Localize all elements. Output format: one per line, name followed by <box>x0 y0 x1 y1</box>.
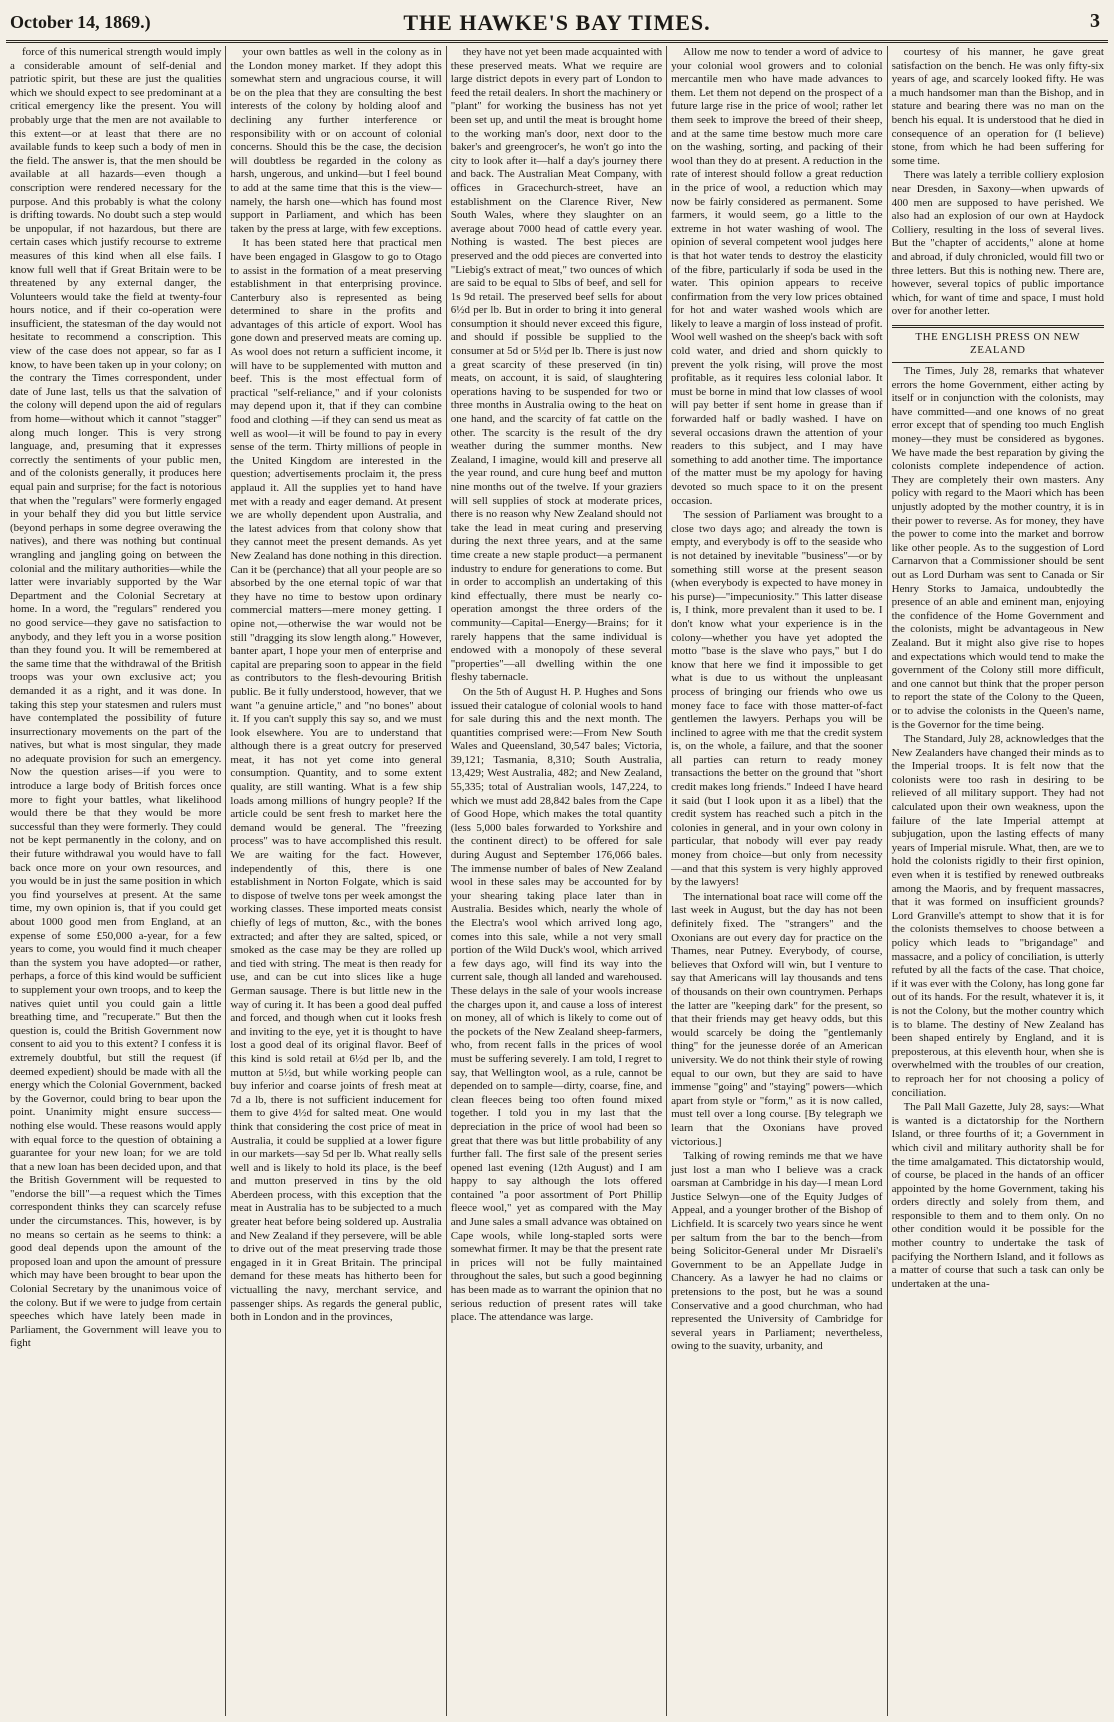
heading-rule <box>892 362 1104 363</box>
issue-date: October 14, 1869.) <box>10 12 151 32</box>
paragraph: Allow me now to tender a word of advice to your colonial wool growers and to colonial mercantile men who have made advances to them. Let them not depend on the prospect of a future large rise in the price of wool; rather let them seek to improve the breed of their sheep, and at the same time bestow much more care on the washing, sorting, and packing of their wool than they do at present. A reduction in the rate of interest should follow a great reduction in the price of wool, a reduction which may now be fairly considered as permanent. Some farmers, it would seem, go a little to the extreme in hot water washing of wool. The opinion of several competent wool judges here is that hot water tends to destroy the elasticity of the fibre, particularly if soda be used in the water. This opinion appears to receive confirmation from the very low prices obtained for hot and water washed wools which are likely to leave a margin of loss instead of profit. Wool well washed on the sheep's back with soft cold water, and dried and shorn quickly to prevent the yolk rising, will prove the most profitable, as it requires less colonial labor. It must be borne in mind that low classes of wool will pay better if sent home in grease than if forwarded half or badly washed. I have on several occasions drawn the attention of your readers to this subject, and I may have something to add another time. The importance of the matter must be my apology for having devoted so much space to it on the present occasion. <box>671 46 883 507</box>
paragraph: Talking of rowing reminds me that we have just lost a man who I believe was a crack oarsman at Cambridge in his day—I mean Lord Justice Selwyn—one of the Equity Judges of Appeal, and a younger brother of the Bishop of Lichfield. It is scarcely two years since he went per saltum from the bar to the bench—from being Solicitor-General under Mr Disraeli's Government to be an Appellate Judge in Chancery. As a lawyer he had no claims or pretensions to the post, but he was a sound Conservative and a good churchman, who had represented the University of Cambridge for several years in Parliament; nevertheless, owing to the suavity, urbanity, and <box>671 1150 883 1353</box>
paragraph: The Times, July 28, remarks that whatever errors the home Government, either acting by itself or in conjunction with the colonists, may have committed—and one knows of no great error except that of spending too much English money—they must be considered as bygones. We have made the best reparation by giving the colonists complete independence of action. They are completely their own masters. Any policy with regard to the Maori which has been unjustly adopted by the mother country, it is in their power to reverse. As for money, they have the power to come into the market and borrow like other people. As to the suggestion of Lord Carnarvon that a Commissioner should be sent out as Lord Durham was sent to Canada or Sir Henry Storks to Jamaica, undoubtedly the presence of an able and eminent man, enjoying the confidence of the Home Government and the colonists, might be advantageous in New Zealand. But it might also give rise to hopes and expectations which would tend to make the government of the Colony still more difficult, and one cannot but think that the proper person to report the state of the Colony to the Queen, or to advise the colonists in the Queen's name, is the Governor for the time being. <box>891 365 1104 731</box>
page-number: 3 <box>1090 10 1100 32</box>
paragraph: your own battles as well in the colony as in the London money market. If they adopt this somewhat stern and ungracious course, it will be on the plea that they are consulting the best interests of the colony by holding aloof and declining any further interference or responsibility with or on account of colonial concerns. Should this be the case, the decision will doubtless be regarded in the colony as harsh, ungerous, and unkind—but I feel bound to add at the same time that this is the view—namely, the harsh one—which has found most support in Parliament, and which has been taken by the press at large, with few exceptions. <box>230 46 442 235</box>
paragraph: courtesy of his manner, he gave great satisfaction on the bench. He was only fifty-six years of age, and scarcely looked fifty. He was a much handsomer man than the Bishop, and in stature and bearing there was no man on the bench his equal. It is understood that he died in consequence of an operation for (I believe) stone, from which he had been suffering for some time. <box>891 46 1104 167</box>
paragraph: they have not yet been made acquainted with these preserved meats. What we require are large district depots in every part of London to feed the retail dealers. In short the machinery or "plant" for working the business has not yet been set up, and until the meat is brought home to the working man's door, next door to the baker's and greengrocer's, he won't go into the city to look after it—half a day's journey there and back. The Australian Meat Company, with offices in Gracechurch-street, have an establishment on the Clarence River, New South Wales, where they slaughter on an average about 7000 head of cattle every year. Nothing is wasted. The best pieces are preserved and the odd pieces are converted into "Liebig's extract of meat," two ounces of which are said to be equal to 5lbs of beef, and sell for 1s 9d retail. The preserved beef sells for about 6½d per lb. But in order to bring it into general consumption it should never exceed this figure, and should if possible be supplied to the consumer at 5d or 5½d per lb. There is just now a great scarcity of these preserved (in tin) meats, on account, it is said, of slaughtering operations having to be suspended for two or three months in Australia owing to the heat on one hand, and the scarcity of fat cattle on the other. The scarcity is the result of the dry weather during the summer months. New Zealand, I imagine, would kill and preserve all the year round, and cure hung beef and mutton nine months out of the twelve. If your graziers will sell supplies of stock at moderate prices, there is no reason why New Zealand should not take the lead in meat curing and preserving during the next three years, and at the same time create a new staple product—a permanent industry to endure for generations to come. But in order to accomplish an undertaking of this kind effectually, there must be nearly co-operation amongst the three orders of the community—Capital—Energy—Brains; for it rarely happens that the same individual is endowed with a monopoly of these several "properties"—all dwelling within the one fleshy tabernacle. <box>450 46 663 684</box>
column-5 <box>888 46 1108 1716</box>
paragraph: The Standard, July 28, acknowledges that the New Zealanders have changed their minds as to the Imperial troops. It is felt now that the colonists were too rash in desiring to be relieved of all military support. They had not calculated upon their own weakness, upon the failure of the late Imperial attempt at subjugation, upon the lasting effects of many years of Imperial misrule. What, then, are we to hold the colonists rigidly to their first opinion, even when it is testified by renewed outbreaks among the Maoris, and by frequent massacres, that it was formed on insufficient grounds? Lord Granville's attempt to show that it is for the colonists themselves to choose between a policy which leads to "brigandage" and massacre, and a policy of conciliation, is utterly refuted by all the facts of the case. That choice, if it was ever with the Colony, has long gone far out of its hands. For the result, whatever it is, it is not the Colony, but the mother country which is to blame. The destiny of New Zealand has been shaped entirely by England, and it is preposterous, at this eleventh hour, when she is overwhelmed with the troubles of our creation, to reproach her for not choosing a policy of conciliation. <box>891 733 1104 1099</box>
paragraph: The Pall Mall Gazette, July 28, says:—What is wanted is a dictatorship for the Northern Island, or three fourths of it; a Government in which civil and military authority shall be for the time amalgamated. This dictatorship would, of course, be placed in the hands of an officer appointed by the home Government, taking his orders directly and solely from them, and responsible to them and to them only. On no other condition would it be possible for the mother country to undertake the task of pacifying the Northern Island, and it follows as a matter of course that such a task can only be undertaken at the una- <box>891 1101 1104 1290</box>
paragraph: It has been stated here that practical men have been engaged in Glasgow to go to Otago to assist in the formation of a meat preserving establishment in that enterprising province. Canterbury also is represented as being determined to share in the profits and advantages of this article of export. Wool has gone down and preserved meats are coming up. As wool does not return a sufficient income, it will have to be supplemented with mutton and beef. This is the most effectual form of practical "self-reliance," and if your colonists may depend upon it, that if they can combine food and clothing —if they can send us meat as well as wool—it will be found to pay in every sense of the term. Thirty millions of people in the United Kingdom are interested in the question; advertisements proclaim it, the press applaud it. All the supplies yet to hand have met with a ready and eager demand. At present we are wholly dependent upon Australia, and the latest advices from that colony show that they cannot meet the present demands. As yet New Zealand has done nothing in this direction. Can it be (perchance) that all your people are so absorbed by the one eternal topic of war that they have no time to bestow upon ordinary commercial matters—mere money getting. I opine not,—otherwise the war would not be still "dragging its slow length along." However, banter apart, I hope your men of enterprise and capital are preparing soon to appear in the field as contributors to the flesh-devouring British public. Be it fully understood, however, that we want "a genuine article," and "no bones" about it. If you can't supply this say so, and we must look elsewhere. You are to understand that although there is a great outcry for preserved meat, it has not yet come into general consumption. Quantity, and to some extent quality, are still wanting. What is a few ship loads among millions of hungry people? If the article could be sent fresh to market here the demand would be general. The "freezing process" was to have accomplished this result. We are waiting for the fact. However, independently of this, there is one establishment in Norton Folgate, which is said to dispose of twelve tons per week amongst the working classes. These imported meats consist chiefly of legs of mutton, &c., with the bones extracted; and after they are salted, spiced, or smoked as the case may be they are rolled up and tied with string. The meat is then ready for use, and can be cut into slices like a huge German sausage. There is but little new in the way of curing it. It has been a good deal puffed and forced, and though when cut it looks fresh and inviting to the eye, yet it is thought to have lost a good deal of its original flavor. Beef of this kind is sold retail at 6½d per lb, and the mutton at 5½d, but while working people can buy inferior and coarse joints of fresh meat at 7d a lb, there is not sufficient inducement for them to give 4½d for salted meat. One would think that considering the cost price of meat in Australia, it could be supplied at a lower figure in our markets—say 5d per lb. What really sells well and is likely to hold its place, is the beef and mutton preserved in tins by the old Aberdeen process, with this exception that the meat in Australia has to be subjected to a much greater heat before being soldered up. Australia and New Zealand if they persevere, will be able to drive out of the meat preserving trade those engaged in it in Great Britain. The principal demand for these meats has hitherto been for victualling the navy, merchant service, and passenger ships. As regards the general public, both in London and in the provinces, <box>230 237 442 1324</box>
paragraph: There was lately a terrible colliery explosion near Dresden, in Saxony—when upwards of 400 men are supposed to have perished. We also had an explosion of our own at Haydock Colliery, resulting in the loss of several lives. But the "chapter of accidents," alone at home and abroad, if duly chronicled, would fill two or three letters. But this is nothing new. There are, however, several topics of public importance which, for want of time and space, I must hold over for another letter. <box>891 169 1104 318</box>
newspaper-title: THE HAWKE'S BAY TIMES. <box>403 10 711 35</box>
column-4 <box>667 46 887 1716</box>
paragraph: force of this numerical strength would imply a considerable amount of self-denial and patriotic spirit, but these are just the qualities which we should expect to see predominant at a critical emergency like the present. You will probably urge that the men are not available to this extent—or at least that there are no available funds to keep such a body of men in the field. The answer is, that the men should be available at all hazards—even though a conscription were rendered necessary for the purpose. And this probably is what the colony is drifting towards. No doubt such a step would be unpopular, if not hazardous, but there are certain cases which justify recourse to extreme measures of this kind when all else fails. I know full well that if Great Britain were to be threatened by any external danger, the Volunteers would take the field at twenty-four hours notice, and if their co-operation were insufficient, the statesman of the day would not hesitate to recommend a conscription. This view of the case does not appear, so far as I know, to have been taken up in your colony; on the contrary the Times correspondent, under date of June last, tells us that the salvation of the colony will depend upon the aid of regulars from home—without which it cannot "stagger" along much longer. This is very strong language, and, presuming that it expresses correctly the sentiments of your public men, and of the colonists generally, it produces here equal pain and surprise; for the fact is notorious that when the "regulars" were formerly engaged in your behalf they did you but little service (beyond perhaps in some degree overawing the natives), and there was nothing but continual wrangling and jangling going on between the colonial and the military authorities—while the latter were invariably supported by the War Department and the Colonial Secretary at home. In a word, the "regulars" rendered you no good service—they gave no satisfaction to anybody, and they left you in a worse position than they found you. It will be remembered at the same time that the withdrawal of the British troops was your own exclusive act; you demanded it as a right, and it was done. In taking this step your statesmen and rulers must have contemplated the possibility of future insurrectionary movements on the part of the natives, but what is most singular, they made no adequate provision for such an emergency. Now the question arises—if you were to introduce a large body of British forces once more to fight your battles, what likelihood would there be that they would be more successful than they were formerly. They could not be kept permanently in the colony, and on their future withdrawal you would have to fall back once more on your own resources, and you would be in just the same position in which you find yourselves at present. At the same time, my own opinion is, that if you could get about 1000 good men from England, at an expense of some £50,000 a-year, for a few years to come, you would find it much cheaper than the system you have adopted—or rather, perhaps, a force of this kind would be sufficient to supplement your own troops, and to keep the natives quiet until you could gain a little breathing time, and "recuperate." But then the question is, could the British Government now consent to aid you to this extent? I confess it is extremely doubtful, but still the request (if deemed expedient) should be made with all the energy which the Colonial Government, backed by the Governor, could bring to bear upon the point. Unanimity might ensure success—nothing else would. These reasons would apply with equal force to the question of obtaining a guarantee for your new loan; for we are told that a new loan has been decided upon, and that the British Government will be requested to "endorse the bill"—a request which the Times correspondent thinks they can scarcely refuse under the circumstances. This, however, is by no means so certain as he seems to think: a good deal depends upon the amount of the proposed loan and upon the amount of pressure which may have been brought to bear upon the Colonial Secretary by the unanimous voice of the colony. But if we were to judge from certain speeches which have lately been made in Parliament, the Government will leave you to fight <box>10 46 222 1350</box>
column-2 <box>226 46 446 1716</box>
paragraph: The session of Parliament was brought to a close two days ago; and already the town is empty, and everybody is off to the seaside who is not detained by inevitable "business"—or by something still worse at the present season (when everybody is expected to have money in his purse)—"impecuniosity." This latter disease is, I think, more prevalent than it used to be. I don't know what your experience is in the colony—whether you have yet adopted the motto "base is the slave who pays," but I do know that here we find it impossible to get what is due to us without the unpleasant process of bringing our friends who owe us money face to face with those matter-of-fact gentlemen the lawyers. Perhaps you will be inclined to agree with me that the credit system is, on the whole, a failure, and that the sooner all parties can return to ready money transactions the better on the ground that "short credit makes long friends." Indeed I have heard it said (but I look upon it as a libel) that the credit system has reached such a pitch in the colonies in general, and in your own colony in particular, that nobody will ever pay ready money from choice—but only from necessity —and that this system is very highly approved by the lawyers! <box>671 509 883 889</box>
masthead <box>6 6 1108 43</box>
paragraph: The international boat race will come off the last week in August, but the day has not been definitely fixed. The "strangers" and the Oxonians are out every day for practice on the Thames, near Putney. Everybody, of course, believes that Oxford will win, but I venture to say that Americans will lay thousands and tens of thousands on their own countrymen. Perhaps the latter are "keeping dark" for the present, so that their friends may get heavy odds, but this would scarcely be doing the "gentlemanly thing" for the jeunesse dorée of an American university. We do not think their style of rowing equal to our own, but they are said to have immense "going" and "staying" powers—which apart from style or "form," as it is now called, must tell over a long course. [By telegraph we learn that the Oxonians have proved victorious.] <box>671 890 883 1148</box>
section-divider <box>892 325 1104 328</box>
paragraph: On the 5th of August H. P. Hughes and Sons issued their catalogue of colonial wools to hand for sale during this and the next month. The quantities comprised were:—From New South Wales and Queensland, 30,547 bales; Victoria, 39,121; Tasmania, 8,310; South Australia, 13,429; West Australia, 482; and New Zealand, 55,335; total of Australian wools, 147,224, to which we must add 28,842 bales from the Cape of Good Hope, which makes the total quantity (less 5,000 bales forwarded to Yorkshire and the continent direct) to be offered for sale during August and September 176,066 bales. The immense number of bales of New Zealand wool in these sales may be accounted for by your shearing taking place later than in Australia. Besides which, nearly the whole of the Electra's wool which arrived long ago, comes into this sale, while a not very small portion of the Wild Duck's wool, which arrived a few days ago, will find its way into the current sale, though all landed and warehoused. These delays in the sale of your wools increase the charges upon it, and cause a loss of interest on money, all of which is likely to come out of the pockets of the New Zealand sheep-farmers, who, from recent falls in the prices of wool must be suffering severely. I am told, I regret to say, that Wellington wool, as a rule, cannot be depended on to sample—dirty, coarse, fine, and clean fleeces being too often found mixed together. I told you in my last that the depreciation in the price of wool had been so great that there was but little probability of any further fall. The first sale of the present series opened last evening (12th August) and I am happy to say although the lots offered contained "a poor assortment of Port Phillip fleece wool," yet as compared with the May and June sales a small advance was obtained on Cape wools, while long-stapled sorts were somewhat firmer. It may be that the present rate in prices will not be fully maintained throughout the sales, but such a good beginning has been made as to warrant the opinion that no serious reduction of present rates will take place. The attendance was large. <box>450 685 663 1324</box>
column-1 <box>6 46 226 1716</box>
columns <box>6 46 1108 1716</box>
section-heading: THE ENGLISH PRESS ON NEW ZEALAND <box>915 330 1081 357</box>
column-3 <box>447 46 667 1716</box>
